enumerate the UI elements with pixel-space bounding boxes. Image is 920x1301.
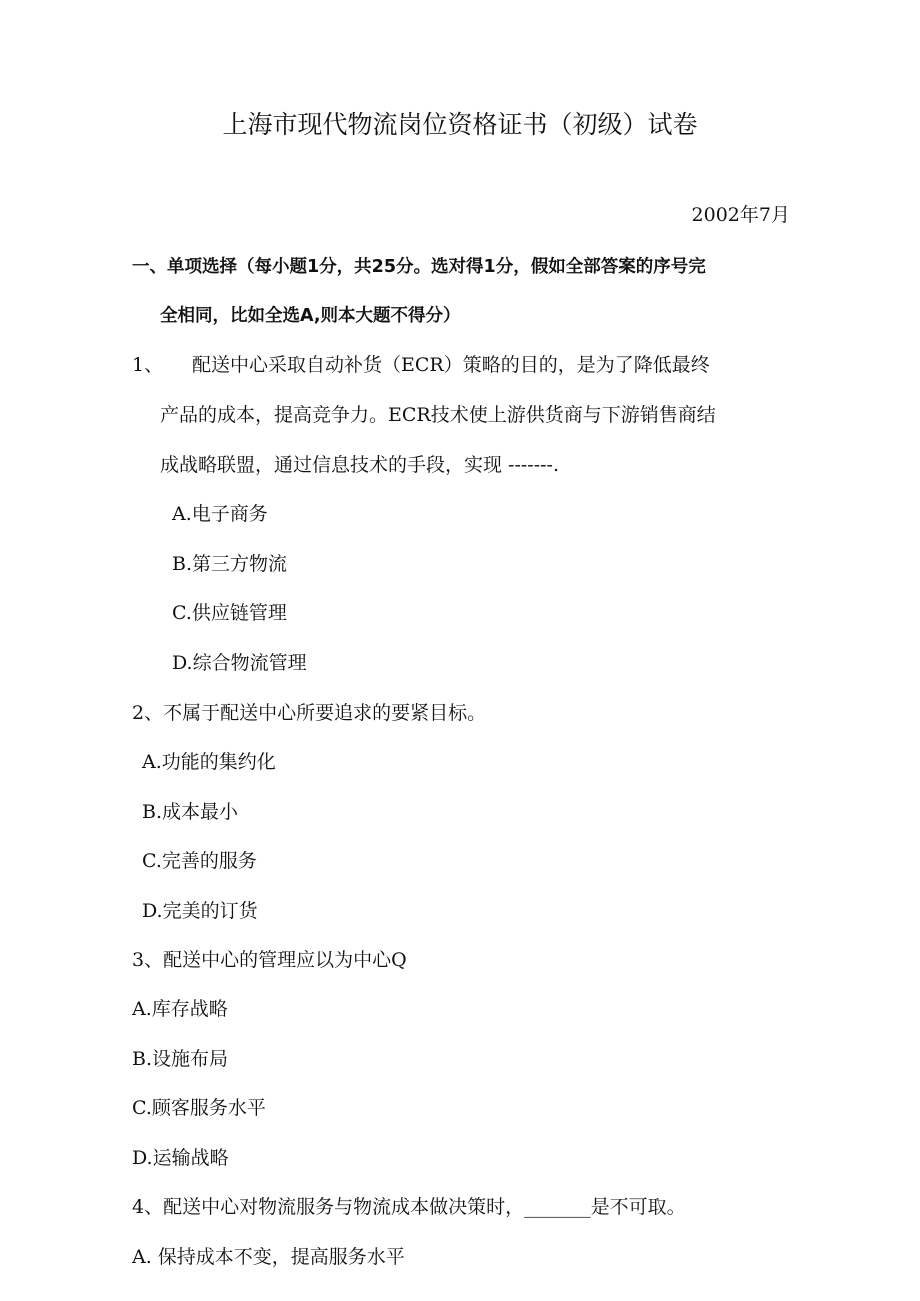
- question-3-option-d: D.运输战略: [132, 1147, 229, 1169]
- exam-title: 上海市现代物流岗位资格证书（初级）试卷: [222, 110, 698, 139]
- question-1-option-b: B.第三方物流: [172, 553, 288, 575]
- question-1-line-3: 成战略联盟，通过信息技术的手段，实现 -------.: [160, 454, 560, 476]
- question-3-text: 3、配送中心的管理应以为中心Q: [132, 949, 407, 971]
- exam-date: 2002年7月: [691, 204, 790, 226]
- question-1-option-c: C.供应链管理: [172, 602, 287, 624]
- question-2-option-d: D.完美的订货: [142, 900, 258, 922]
- section-heading-line-2: 全相同，比如全选A,则本大题不得分）: [160, 306, 461, 326]
- question-1-text-1: 配送中心采取自动补货（ECR）策略的目的，是为了降低最终: [192, 354, 710, 376]
- question-1-line-2: 产品的成本，提高竞争力。ECR技术使上游供货商与下游销售商结: [160, 404, 716, 426]
- question-4-option-a: A. 保持成本不变，提高服务水平: [132, 1246, 405, 1268]
- question-3-option-a: A.库存战略: [132, 998, 228, 1020]
- question-4-text: 4、配送中心对物流服务与物流成本做决策时，_______是不可取。: [132, 1196, 686, 1218]
- question-1-line-1: [132, 352, 710, 378]
- question-2-option-a: A.功能的集约化: [142, 751, 276, 773]
- question-3-option-c: C.顾客服务水平: [132, 1097, 266, 1119]
- question-2-option-b: B.成本最小: [142, 801, 239, 823]
- question-2-text: 2、不属于配送中心所要追求的要紧目标。: [132, 702, 487, 724]
- question-3-option-b: B.设施布局: [132, 1048, 229, 1070]
- question-1-option-a: A.电子商务: [172, 503, 268, 525]
- question-1-number: 1、: [132, 354, 164, 376]
- question-2-option-c: C.完善的服务: [142, 850, 257, 872]
- section-heading-line-1: 一、单项选择（每小题1分，共25分。选对得1分，假如全部答案的序号完: [132, 257, 706, 277]
- question-1-option-d: D.综合物流管理: [172, 652, 307, 674]
